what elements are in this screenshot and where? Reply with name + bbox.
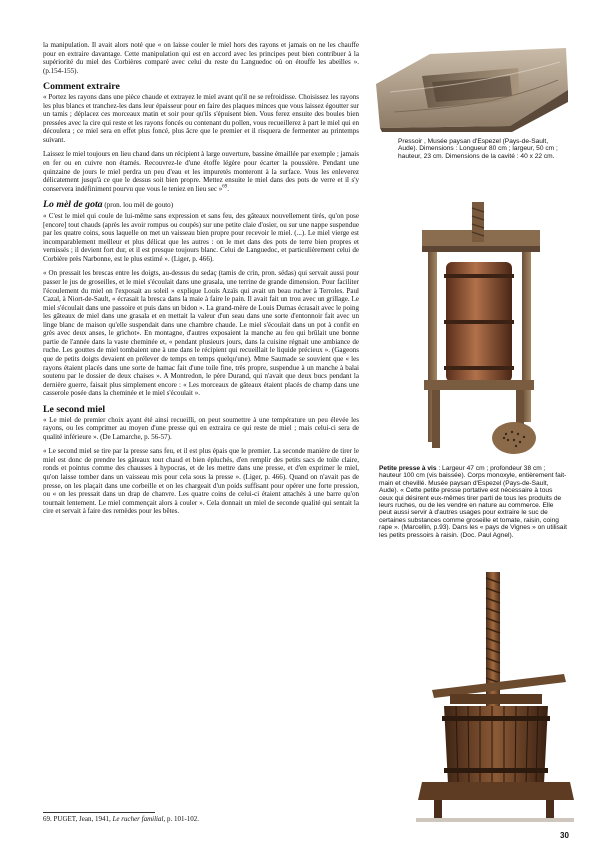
pressoir-photo bbox=[370, 42, 570, 132]
heading-comment-extraire: Comment extraire bbox=[43, 81, 120, 93]
heading-second-miel: Le second miel bbox=[43, 403, 106, 415]
heading-mel-de-gota-title: Lo mèl de gota bbox=[43, 199, 103, 211]
footnote-author: PUGET, Jean, 1941, bbox=[51, 815, 111, 823]
footnote-rule bbox=[43, 812, 155, 813]
footnote-pages: , p. 101-102. bbox=[163, 815, 200, 823]
main-column bbox=[43, 41, 359, 522]
footnote-ref-69: 69 bbox=[222, 184, 228, 190]
footnote-title: Le rucher familial bbox=[110, 815, 164, 823]
paragraph-brescas: « On pressait les brescas entre les doigts, au-dessus du sedaç (tamis de crin, pron. sédas) qui servait aussi pour passer le jus de groseilles, et le miel s'écoulait dans une grasala, une terrine de grande dimension. Pour faciliter l'écoulement du miel on l'exposait au soleil » explique Louis Azaïs qui avait un beau rucher à Terroles. Paul Cazal, à Niort-de-Sault, « écrasait la bresca dans la maie à faire le pain. Il avait fait un trou avec un grillage. Le miel s'écoulait dans une passoire et puis dans un bidon ». La grand-mère de Louis Dumas écrasait avec le poing les gâteaux de miel dans une grasala et en mettait la valeur d'un seau dans une sorte d'entonnoir fait avec un linge blanc de maison qu'elle suspendait dans une chambre chaude. Le miel s'écoulait dans un pot à confit en grès avec deux anses, le grichot». En montagne, d'autres exposaient la manche au feu qui brûlait une bonne partie de l'année dans la vaste cheminée et, « pendant plusieurs jours, dans la cuisine régnait une ambiance de ruche. Les gouttes de miel tombaient une à une dans le récipient qui recueillait le liquide précieux ». (Gageons que de petits doigts devaient en prélever de temps en temps quelqu'une). Mme Saumade se souvient que « les rayons étaient placés dans une sorte de hamac fait d'une toile fine, très propre, suspendue à un manche à balai soutenu par le dossier de deux chaises ». A Montredon, le père Durand, qui n'avait que deux bucs pendant la dernière guerre, faisait plus simplement encore : « Les morceaux de gâteaux étaient placés de champ dans une casserole posée dans la cheminée et le miel s'écoulait ». bbox=[43, 269, 359, 398]
paragraph-intro: la manipulation. Il avait alors noté que « on laisse couler le miel hors des rayons et jamais on ne les chauffe pour en extraire davantage. Cette manipulation qui est en accord avec les principes peut bien contribuer à la supériorité du miel des Corbières comparé avec celui du reste du Languedoc où on étouffe les abeilles ». (p.154-155). bbox=[43, 41, 359, 75]
paragraph-miel-vierge: « C'est le miel qui coule de lui-même sans expression et sans feu, des gâteaux nouvellement tirés, qu'on pose [encore] tout chauds (après les avoir rompus ou coupés) sur une petite claie d'osier, ou sur une nappe suspendue par les quatre coins, sous laquelle on met un vaisseau bien propre pour recevoir le miel. (...). Le miel vierge est incomparablement meilleur et plus délicat que les autres : on le met dans des pots de terre bien propres et vernissés ; il devient fort dur, et il est presque toujours blanc. Celui de Languedoc, et particulièrement celui de Corbière près Narbonne, est le plus estimé ». (Liger, p. 466). bbox=[43, 212, 359, 263]
petite-presse-caption-title: Petite presse à vis bbox=[379, 465, 437, 472]
pressoir-a-raisin-photo bbox=[414, 572, 576, 824]
page-number: 30 bbox=[560, 831, 569, 840]
petite-presse-photo bbox=[418, 202, 556, 456]
paragraph-second-miel-2: « Le second miel se tire par la presse sans feu, et il est plus épais que le premier. La seconde manière de tirer le miel est donc de prendre les gâteaux tout chaud et bien épluchés, d'en remplir des petits sacs de toile claire, ronds et pointus comme des chausses à hypocras, et de les mettre dans une presse, et d'en exprimer le miel, qu'on laisse tomber dans un vaisseau mis pour cela sous la presse ». (Liger, p. 466). Quand on n'avait pas de presse, on les plaçait dans une corbeille et on les chargeait d'un poids suffisant pour opérer une forte pression, ou « on les pressait dans un drap de chanvre. Les quatre coins de celui-ci étaient attachés à une barre qu'on tournait lentement. Le miel commençait alors à couler ». Cela donnait un miel de seconde qualité qui sentait la cire et servait à faire des remèdes pour les bêtes. bbox=[43, 447, 359, 516]
paragraph-conservation-text: Laissez le miel toujours en lieu chaud dans un récipient à large ouverture, bassine émaillée par exemple ; jamais en fer ou en cuivre non étamés. Recouvrez-le d'une étoffe légère pour écarter la poussière. Pendant une quinzaine de jours le miel perdra un peu d'eau et les impuretés monteront à la surface. Vous les enleverez délicatement jusqu'à ce que le dessus soit bien propre. Mettez ensuite le miel dans des pots de verre et il s'y conservera indéfiniment pourvu que vous le teniez en lieu sec » bbox=[43, 150, 359, 193]
petite-presse-caption bbox=[379, 465, 567, 539]
pressoir-caption: Pressoir , Musée paysan d'Espezel (Pays-de-Sault, Aude). Dimensions : Longueur 80 cm ; largeur, 50 cm ; hauteur, 23 cm. Dimensions de la cavité : 40 x 22 cm. bbox=[398, 138, 558, 160]
paragraph-second-miel-1: « Le miel de premier choix ayant été ainsi recueilli, on peut soumettre à une température un peu élevée les rayons, ou les comprimer au moyen d'une presse qui en extraira ce qui reste de miel ; mais celui-ci sera de qualité inférieure ». (De Lamarche, p. 56-57). bbox=[43, 415, 359, 441]
footnote-number: 69. bbox=[43, 815, 52, 823]
petite-presse-caption-text: : Largeur 47 cm ; profondeur 38 cm ; hauteur 100 cm (vis baissée). Corps monoxyle, entièrement fait-main et chevillé. Musée paysan d'Espezel (Pays-de-Sault, Aude). « Cette petite presse portative est nécessaire à tous ceux qui désirent eux-mêmes tirer parti de tous les produits de leurs ruches, ou de les vendre en nature au commerce. Elle peut aussi servir à d'autres usages pour extraire le suc de certaines substances comme groseille et tomate, raisin, coing rape ». (Marcellin, p.93). Dans les « pays de Vignes » on utilisait les petits pressoirs à raisin. (Doc. Paul Agnel). bbox=[379, 465, 567, 539]
footnote-69 bbox=[43, 815, 199, 823]
paragraph-conservation: Laissez le miel toujours en lieu chaud dans un récipient à large ouverture, bassine émaillée par exemple ; jamais en fer ou en cuivre non étamés. Recouvrez-le d'une étoffe légère pour écarter la poussière. Pendant une quinzaine de jours le miel perdra un peu d'eau et les impuretés monteront à la surface. Vous les enleverez délicatement jusqu'à ce que le dessus soit bien propre. Mettez ensuite le miel dans des pots de verre et il s'y conservera indéfiniment pourvu que vous le teniez en lieu sec »$^{69}$. bbox=[43, 150, 359, 193]
heading-mel-de-gota bbox=[43, 199, 359, 211]
paragraph-extraction: « Portez les rayons dans une pièce chaude et extrayez le miel avant qu'il ne se refroidisse. Choisissez les rayons les plus blancs et tranchez-les dans leur épaisseur pour en faire des plaques minces que vous laissez égoutter sur un tamis ; déplacez ces morceaux matin et soir pour qu'ils s'épuisent bien. Vous ferez ensuite des boules bien pressées avec la cire qui reste et les rayons foncés ou contenant du pollen, vous recueillerez à part le miel qui en découlera ; ce miel sera en effet plus foncé, plus âcre que le premier et il risquera de fermenter au printemps suivant. bbox=[43, 93, 359, 144]
heading-mel-de-gota-pron: (pron. lou mèl de gouto) bbox=[102, 201, 174, 210]
